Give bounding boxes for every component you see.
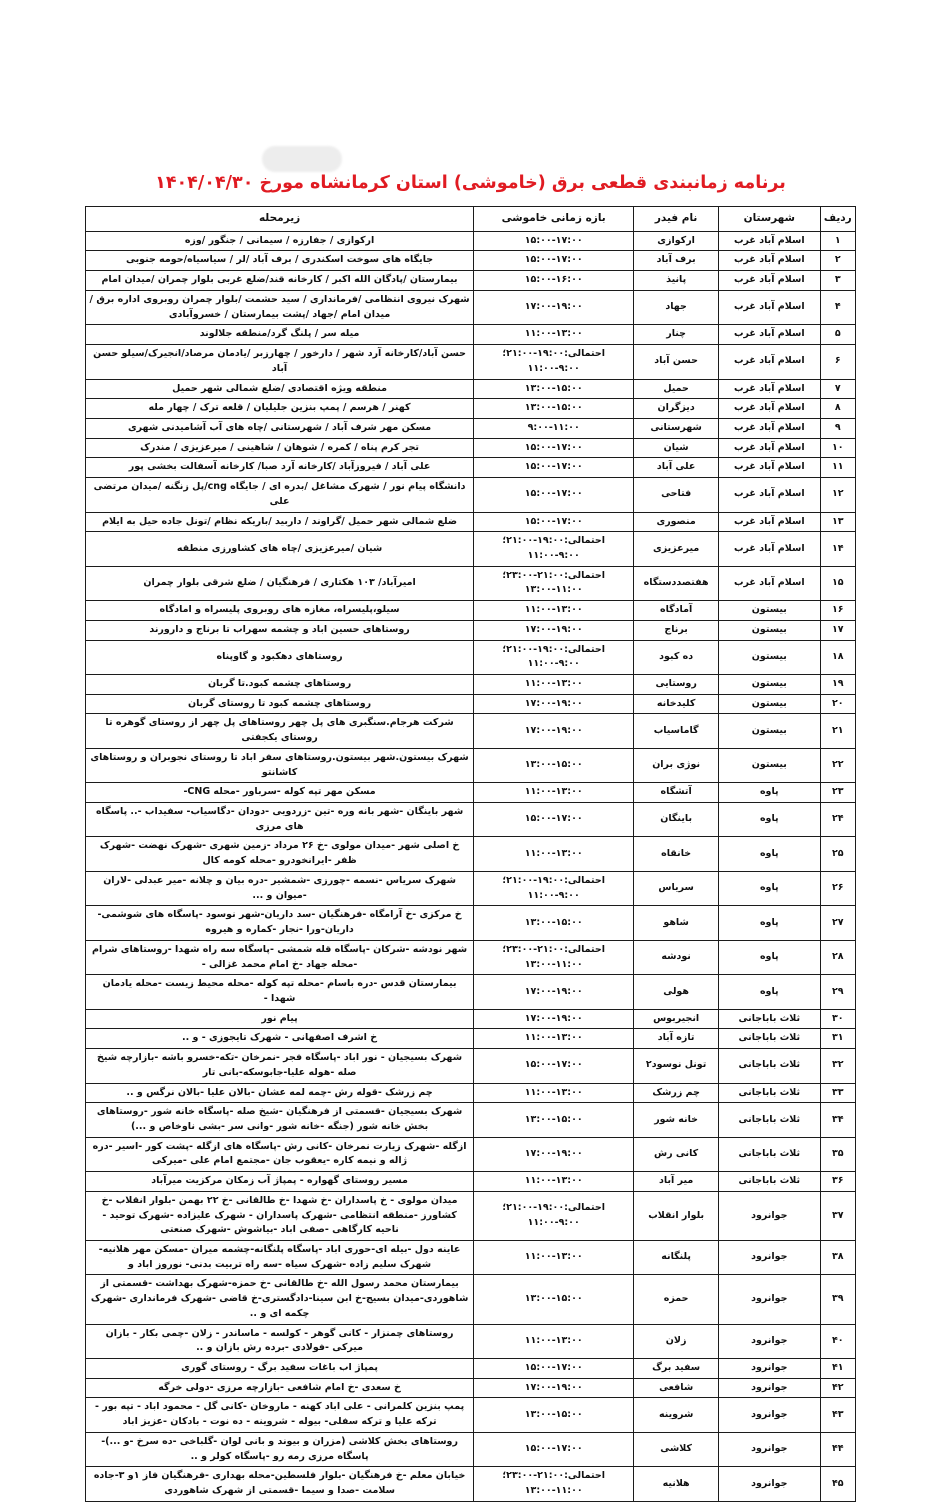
subarea-cell: خیابان معلم -خ فرهنگیان -بلوار فلسطین-محله بهداری -فرهنگیان فاز ۱و ۳-جاده سلامت -صدا و سیما -قسمتی از شهرک شاهوردی bbox=[86, 1467, 474, 1501]
time-range-cell: ۹:۰۰-۱۱:۰۰ bbox=[474, 418, 634, 438]
subarea-cell: شهر نودشه -شرکان -پاسگاه قله شمشی -پاسگاه سه راه شهدا -روستاهای شرام -محله جهاد -خ امام محمد غزالی - bbox=[86, 940, 474, 974]
subarea-cell: بیمارستان قدس -دره باسام -محله تپه کوله -محله محیط زیست -محله یادمان شهدا - bbox=[86, 975, 474, 1009]
schedule-table-wrapper bbox=[85, 206, 856, 1502]
row-number-cell: ۳۴ bbox=[820, 1103, 855, 1137]
feeder-cell: ارکوازی bbox=[634, 231, 719, 251]
county-cell: بیستون bbox=[718, 748, 820, 782]
table-row bbox=[86, 783, 856, 803]
table-row bbox=[86, 1137, 856, 1171]
feeder-cell: حسن آباد bbox=[634, 345, 719, 379]
time-range-cell: ۱۱:۰۰-۱۳:۰۰ bbox=[474, 1083, 634, 1103]
feeder-cell: آتشگاه bbox=[634, 783, 719, 803]
row-number-cell: ۸ bbox=[820, 399, 855, 419]
feeder-cell: کلاشی bbox=[634, 1432, 719, 1466]
row-number-cell: ۷ bbox=[820, 379, 855, 399]
page-title: برنامه زمانبندی قطعی برق (خاموشی) استان کرمانشاه مورخ ۱۴۰۴/۰۴/۳۰ bbox=[155, 173, 786, 193]
table-row bbox=[86, 512, 856, 532]
subarea-cell: روستاهای بخش کلاشی (مزران و بیوند و بانی لوان -گلباخی -ده سرخ -و ...)-پاسگاه مرزی رمه رو -پاسگاه کولر و .. bbox=[86, 1432, 474, 1466]
feeder-cell: انجیربوس bbox=[634, 1009, 719, 1029]
subarea-cell: شیان /میرعزیزی /چاه های کشاورزی منطقه bbox=[86, 532, 474, 566]
row-number-cell: ۴۳ bbox=[820, 1398, 855, 1432]
header-row-number: ردیف bbox=[820, 207, 855, 232]
table-row bbox=[86, 1398, 856, 1432]
county-cell: اسلام آباد غرب bbox=[718, 399, 820, 419]
county-cell: بیستون bbox=[718, 640, 820, 674]
row-number-cell: ۳۸ bbox=[820, 1241, 855, 1275]
row-number-cell: ۱۲ bbox=[820, 478, 855, 512]
subarea-cell: میله سر / پلنگ گرد/منطقه جلالوند bbox=[86, 325, 474, 345]
table-row bbox=[86, 1049, 856, 1083]
county-cell: پاوه bbox=[718, 906, 820, 940]
table-row bbox=[86, 271, 856, 291]
table-row bbox=[86, 231, 856, 251]
subarea-cell: کهنر / هرسم / پمپ بنزین جلیلیان / قلعه ترک / چهار مله bbox=[86, 399, 474, 419]
table-row bbox=[86, 532, 856, 566]
table-row bbox=[86, 379, 856, 399]
row-number-cell: ۳۷ bbox=[820, 1191, 855, 1240]
subarea-cell: ارکوازی / جفارزه / سیمانی / جنگور /وزه bbox=[86, 231, 474, 251]
subarea-cell: بیمارستان /پادگان الله اکبر / کارخانه قند/ضلع غربی بلوار چمران /میدان امام bbox=[86, 271, 474, 291]
header-time-range: بازه زمانی خاموشی bbox=[474, 207, 634, 232]
row-number-cell: ۱۶ bbox=[820, 601, 855, 621]
county-cell: جوانرود bbox=[718, 1398, 820, 1432]
table-row bbox=[86, 325, 856, 345]
row-number-cell: ۲۸ bbox=[820, 940, 855, 974]
feeder-cell: جهاد bbox=[634, 290, 719, 324]
feeder-cell: حمزه bbox=[634, 1275, 719, 1324]
subarea-cell: بیمارستان محمد رسول الله -خ طالقانی -خ حمزه-شهرک بهداشت -قسمتی از شاهوردی-میدان بسیج-خ ابن سینا-دادگستری-خ قاضی -شهرک فرمانداری -شهرک چکمه ای و .. bbox=[86, 1275, 474, 1324]
time-range-cell: ۱۱:۰۰-۱۳:۰۰ bbox=[474, 325, 634, 345]
row-number-cell: ۴۲ bbox=[820, 1378, 855, 1398]
time-range-cell: ۱۷:۰۰-۱۹:۰۰ bbox=[474, 694, 634, 714]
feeder-cell: گاماسیاب bbox=[634, 714, 719, 748]
table-row bbox=[86, 906, 856, 940]
time-range-cell: ۱۵:۰۰-۱۷:۰۰ bbox=[474, 512, 634, 532]
time-range-cell: احتمالی:۲۱:۰۰-۲۳:۰۰؛۱۱:۰۰-۱۳:۰۰ bbox=[474, 566, 634, 600]
feeder-cell: خانقاه bbox=[634, 837, 719, 871]
feeder-cell: میرعزیزی bbox=[634, 532, 719, 566]
county-cell: اسلام آباد غرب bbox=[718, 379, 820, 399]
subarea-cell: چم زرشک -قوله رش -چمه لمه عشان -بالان علیا -بالان نرگس و .. bbox=[86, 1083, 474, 1103]
table-header bbox=[86, 207, 856, 232]
row-number-cell: ۳۱ bbox=[820, 1029, 855, 1049]
time-range-cell: ۱۳:۰۰-۱۵:۰۰ bbox=[474, 1103, 634, 1137]
time-range-cell: احتمالی:۱۹:۰۰-۲۱:۰۰؛۹:۰۰-۱۱:۰۰ bbox=[474, 1191, 634, 1240]
county-cell: ثلاث باباجانی bbox=[718, 1029, 820, 1049]
table-row bbox=[86, 803, 856, 837]
header-subarea: زیرمحله bbox=[86, 207, 474, 232]
time-range-cell: ۱۱:۰۰-۱۳:۰۰ bbox=[474, 783, 634, 803]
feeder-cell: کلیدخانه bbox=[634, 694, 719, 714]
time-range-cell: ۱۳:۰۰-۱۵:۰۰ bbox=[474, 399, 634, 419]
row-number-cell: ۲۱ bbox=[820, 714, 855, 748]
time-range-cell: ۱۳:۰۰-۱۵:۰۰ bbox=[474, 748, 634, 782]
subarea-cell: روستاهای چشمه کبود.تا گربان bbox=[86, 675, 474, 695]
row-number-cell: ۳۳ bbox=[820, 1083, 855, 1103]
row-number-cell: ۱۱ bbox=[820, 458, 855, 478]
county-cell: پاوه bbox=[718, 803, 820, 837]
feeder-cell: تازه آباد bbox=[634, 1029, 719, 1049]
subarea-cell: سیلو،پلیسراه، مغازه های روبروی پلیسراه و امادگاه bbox=[86, 601, 474, 621]
subarea-cell: روستاهای حسین اباد و چشمه سهراب تا برناج و دارورند bbox=[86, 620, 474, 640]
subarea-cell: جایگاه های سوخت اسکندری / برف آباد /لر / سیاسیاه/حومه جنوبی bbox=[86, 251, 474, 271]
county-cell: پاوه bbox=[718, 871, 820, 905]
table-row bbox=[86, 1191, 856, 1240]
header-feeder: نام فیدر bbox=[634, 207, 719, 232]
feeder-cell: پلنگانه bbox=[634, 1241, 719, 1275]
table-row bbox=[86, 975, 856, 1009]
time-range-cell: ۱۵:۰۰-۱۷:۰۰ bbox=[474, 803, 634, 837]
row-number-cell: ۱۸ bbox=[820, 640, 855, 674]
feeder-cell: هفتصددستگاه bbox=[634, 566, 719, 600]
county-cell: پاوه bbox=[718, 837, 820, 871]
row-number-cell: ۱۴ bbox=[820, 532, 855, 566]
county-cell: اسلام آباد غرب bbox=[718, 458, 820, 478]
county-cell: پاوه bbox=[718, 940, 820, 974]
county-cell: اسلام آباد غرب bbox=[718, 478, 820, 512]
row-number-cell: ۴ bbox=[820, 290, 855, 324]
subarea-cell: مسکن مهر تپه کوله -سرباور -محله CNG- bbox=[86, 783, 474, 803]
county-cell: جوانرود bbox=[718, 1191, 820, 1240]
table-row bbox=[86, 1359, 856, 1379]
county-cell: جوانرود bbox=[718, 1359, 820, 1379]
row-number-cell: ۵ bbox=[820, 325, 855, 345]
county-cell: جوانرود bbox=[718, 1324, 820, 1358]
feeder-cell: برناج bbox=[634, 620, 719, 640]
county-cell: ثلاث باباجانی bbox=[718, 1009, 820, 1029]
time-range-cell: ۱۱:۰۰-۱۳:۰۰ bbox=[474, 1172, 634, 1192]
table-row bbox=[86, 837, 856, 871]
row-number-cell: ۲۷ bbox=[820, 906, 855, 940]
feeder-cell: پانیذ bbox=[634, 271, 719, 291]
subarea-cell: مسکن مهر شرف آباد / شهرستانی /چاه های آب آشامیدنی شهری bbox=[86, 418, 474, 438]
subarea-cell: پمپاژ اب باغات سفید برگ - روستای گوری bbox=[86, 1359, 474, 1379]
time-range-cell: ۱۱:۰۰-۱۳:۰۰ bbox=[474, 1324, 634, 1358]
subarea-cell: علی آباد / فیروزآباد /کارخانه آرد صبا/ کارخانه آسفالت بخشی پور bbox=[86, 458, 474, 478]
county-cell: جوانرود bbox=[718, 1378, 820, 1398]
subarea-cell: شهرک سریاس -نسمه -چورزی -شمشیر -دره بیان و چلانه -میر عبدلی -لاران -میوان و ... bbox=[86, 871, 474, 905]
time-range-cell: ۱۵:۰۰-۱۷:۰۰ bbox=[474, 1359, 634, 1379]
county-cell: ثلاث باباجانی bbox=[718, 1049, 820, 1083]
time-range-cell: ۱۵:۰۰-۱۷:۰۰ bbox=[474, 458, 634, 478]
subarea-cell: روستاهای چمنزار - کانی گوهر - کولسه - ماساندر - زلان -چمی بکار - بازان میرکی -فولادی -برده رش بازان و .. bbox=[86, 1324, 474, 1358]
table-body bbox=[86, 231, 856, 1501]
county-cell: اسلام آباد غرب bbox=[718, 566, 820, 600]
feeder-cell: هلانیه bbox=[634, 1467, 719, 1501]
feeder-cell: شروینه bbox=[634, 1398, 719, 1432]
time-range-cell: ۱۱:۰۰-۱۳:۰۰ bbox=[474, 675, 634, 695]
county-cell: اسلام آباد غرب bbox=[718, 345, 820, 379]
feeder-cell: ده کبود bbox=[634, 640, 719, 674]
subarea-cell: شهرک بسیجیان - نور اباد -پاسگاه فجر -نمرخان -تکه-خسرو باشه -بازارچه شیخ صله -هوله علیا-جابوسکه-بانی تار bbox=[86, 1049, 474, 1083]
time-range-cell: ۱۳:۰۰-۱۵:۰۰ bbox=[474, 1275, 634, 1324]
table-row bbox=[86, 640, 856, 674]
feeder-cell: هولی bbox=[634, 975, 719, 1009]
county-cell: جوانرود bbox=[718, 1275, 820, 1324]
county-cell: اسلام آباد غرب bbox=[718, 231, 820, 251]
county-cell: بیستون bbox=[718, 620, 820, 640]
row-number-cell: ۳۰ bbox=[820, 1009, 855, 1029]
time-range-cell: ۱۷:۰۰-۱۹:۰۰ bbox=[474, 620, 634, 640]
table-row bbox=[86, 714, 856, 748]
row-number-cell: ۱۵ bbox=[820, 566, 855, 600]
time-range-cell: ۱۳:۰۰-۱۵:۰۰ bbox=[474, 379, 634, 399]
row-number-cell: ۲۴ bbox=[820, 803, 855, 837]
table-row bbox=[86, 940, 856, 974]
feeder-cell: سریاس bbox=[634, 871, 719, 905]
feeder-cell: آمادگاه bbox=[634, 601, 719, 621]
time-range-cell: ۱۵:۰۰-۱۶:۰۰ bbox=[474, 271, 634, 291]
feeder-cell: حمیل bbox=[634, 379, 719, 399]
subarea-cell: ضلع شمالی شهر حمیل /گراوند / داربید /باریکه نظام /تونل جاده حیل به ایلام bbox=[86, 512, 474, 532]
row-number-cell: ۱۷ bbox=[820, 620, 855, 640]
subarea-cell: شهرک نیروی انتظامی /فرمانداری / سید حشمت /بلوار چمران روبروی اداره برق / میدان امام /جهاد /پشت بیمارستان / خسروآبادی bbox=[86, 290, 474, 324]
time-range-cell: احتمالی:۲۱:۰۰-۲۳:۰۰؛۱۱:۰۰-۱۳:۰۰ bbox=[474, 940, 634, 974]
county-cell: اسلام آباد غرب bbox=[718, 512, 820, 532]
subarea-cell: میدان مولوی - خ پاسداران -خ شهدا -خ طالقانی -خ ۲۲ بهمن -بلوار انقلاب -خ کشاورز -منطقه انتظامی -شهرک پاسداران - شهرک علیزاده -شهرک توحید - ناحیه کارگاهی -صفی اباد -بیاشوش -شهرک صنعتی bbox=[86, 1191, 474, 1240]
table-row bbox=[86, 1467, 856, 1501]
county-cell: بیستون bbox=[718, 675, 820, 695]
time-range-cell: ۱۷:۰۰-۱۹:۰۰ bbox=[474, 1378, 634, 1398]
time-range-cell: ۱۷:۰۰-۱۹:۰۰ bbox=[474, 290, 634, 324]
feeder-cell: منصوری bbox=[634, 512, 719, 532]
time-range-cell: ۱۳:۰۰-۱۵:۰۰ bbox=[474, 1398, 634, 1432]
time-range-cell: احتمالی:۲۱:۰۰-۲۳:۰۰؛۱۱:۰۰-۱۳:۰۰ bbox=[474, 1467, 634, 1501]
table-row bbox=[86, 290, 856, 324]
feeder-cell: برف آباد bbox=[634, 251, 719, 271]
feeder-cell: دیزگران bbox=[634, 399, 719, 419]
subarea-cell: خ اصلی شهر -میدان مولوی -خ ۲۶ مرداد -زمین شهری -شهرک نهضت -شهرک ظفر -ایرانخودرو -محله کومه کال bbox=[86, 837, 474, 871]
header-county: شهرستان bbox=[718, 207, 820, 232]
row-number-cell: ۱۳ bbox=[820, 512, 855, 532]
scan-smudge bbox=[262, 146, 342, 172]
row-number-cell: ۲۶ bbox=[820, 871, 855, 905]
row-number-cell: ۲ bbox=[820, 251, 855, 271]
row-number-cell: ۲۳ bbox=[820, 783, 855, 803]
table-row bbox=[86, 1172, 856, 1192]
row-number-cell: ۴۰ bbox=[820, 1324, 855, 1358]
time-range-cell: احتمالی:۱۹:۰۰-۲۱:۰۰؛۹:۰۰-۱۱:۰۰ bbox=[474, 345, 634, 379]
feeder-cell: خانه شور bbox=[634, 1103, 719, 1137]
table-row bbox=[86, 1324, 856, 1358]
time-range-cell: احتمالی:۱۹:۰۰-۲۱:۰۰؛۹:۰۰-۱۱:۰۰ bbox=[474, 640, 634, 674]
time-range-cell: احتمالی:۱۹:۰۰-۲۱:۰۰؛۹:۰۰-۱۱:۰۰ bbox=[474, 532, 634, 566]
time-range-cell: ۱۱:۰۰-۱۳:۰۰ bbox=[474, 1029, 634, 1049]
county-cell: ثلاث باباجانی bbox=[718, 1083, 820, 1103]
table-row bbox=[86, 1241, 856, 1275]
table-row bbox=[86, 399, 856, 419]
time-range-cell: ۱۳:۰۰-۱۵:۰۰ bbox=[474, 906, 634, 940]
time-range-cell: ۱۵:۰۰-۱۷:۰۰ bbox=[474, 1432, 634, 1466]
table-row bbox=[86, 1009, 856, 1029]
table-row bbox=[86, 478, 856, 512]
row-number-cell: ۶ bbox=[820, 345, 855, 379]
table-row bbox=[86, 1432, 856, 1466]
county-cell: پاوه bbox=[718, 975, 820, 1009]
subarea-cell: امیرآباد/ ۱۰۳ هکتاری / فرهنگیان / ضلع شرقی بلوار چمران bbox=[86, 566, 474, 600]
table-row bbox=[86, 1029, 856, 1049]
county-cell: ثلاث باباجانی bbox=[718, 1172, 820, 1192]
county-cell: اسلام آباد غرب bbox=[718, 325, 820, 345]
time-range-cell: ۱۷:۰۰-۱۹:۰۰ bbox=[474, 1009, 634, 1029]
subarea-cell: شرکت هرجام.سنگبری های پل چهر روستاهای پل چهر از روستای گوهره تا روستای یکجفتی bbox=[86, 714, 474, 748]
row-number-cell: ۳۶ bbox=[820, 1172, 855, 1192]
time-range-cell: ۱۵:۰۰-۱۷:۰۰ bbox=[474, 231, 634, 251]
table-row bbox=[86, 438, 856, 458]
feeder-cell: نودشه bbox=[634, 940, 719, 974]
row-number-cell: ۹ bbox=[820, 418, 855, 438]
feeder-cell: باینگان bbox=[634, 803, 719, 837]
time-range-cell: ۱۷:۰۰-۱۹:۰۰ bbox=[474, 975, 634, 1009]
county-cell: بیستون bbox=[718, 601, 820, 621]
feeder-cell: چنار bbox=[634, 325, 719, 345]
table-row bbox=[86, 1103, 856, 1137]
table-row bbox=[86, 251, 856, 271]
county-cell: جوانرود bbox=[718, 1241, 820, 1275]
county-cell: بیستون bbox=[718, 694, 820, 714]
table-row bbox=[86, 620, 856, 640]
subarea-cell: روستاهای چشمه کبود تا روستای گربان bbox=[86, 694, 474, 714]
time-range-cell: ۱۱:۰۰-۱۳:۰۰ bbox=[474, 837, 634, 871]
row-number-cell: ۴۵ bbox=[820, 1467, 855, 1501]
table-row bbox=[86, 345, 856, 379]
subarea-cell: شهرک بیستون.شهر بیستون.روستاهای سفر اباد تا روستای نجوبران و روستاهای کاشانتو bbox=[86, 748, 474, 782]
time-range-cell: ۱۱:۰۰-۱۳:۰۰ bbox=[474, 601, 634, 621]
subarea-cell: پمپ بنزین کلمرانی - علی اباد کهنه - ماروخان -کانی گل - محمود اباد - تپه بور - ترکه علیا و ترکه سفلی- بیوله - شروینه - ده نوت - بادکان -عزیز اباد bbox=[86, 1398, 474, 1432]
subarea-cell: پیام نور bbox=[86, 1009, 474, 1029]
row-number-cell: ۳۲ bbox=[820, 1049, 855, 1083]
subarea-cell: خ مرکزی -خ آرامگاه -فرهنگیان -سد داریان-شهر نوسود -پاسگاه های شوشمی-داریان-ورا -نجار -کماره و هیروه bbox=[86, 906, 474, 940]
time-range-cell: ۱۷:۰۰-۱۹:۰۰ bbox=[474, 714, 634, 748]
feeder-cell: میر آباد bbox=[634, 1172, 719, 1192]
table-row bbox=[86, 694, 856, 714]
county-cell: بیستون bbox=[718, 714, 820, 748]
table-row bbox=[86, 871, 856, 905]
time-range-cell: ۱۵:۰۰-۱۷:۰۰ bbox=[474, 1049, 634, 1083]
time-range-cell: ۱۵:۰۰-۱۷:۰۰ bbox=[474, 251, 634, 271]
table-row bbox=[86, 458, 856, 478]
subarea-cell: عاینه دول -بیله ای-حوری اباد -پاسگاه پلنگانه-چشمه میران -مسکن مهر هلانیه-شهرک سلیم زاده -شهرک سیاه -سه راه تربیت بدنی- نوروز اباد و bbox=[86, 1241, 474, 1275]
time-range-cell: ۱۷:۰۰-۱۹:۰۰ bbox=[474, 1137, 634, 1171]
row-number-cell: ۱۰ bbox=[820, 438, 855, 458]
feeder-cell: زلان bbox=[634, 1324, 719, 1358]
row-number-cell: ۳۵ bbox=[820, 1137, 855, 1171]
feeder-cell: علی آباد bbox=[634, 458, 719, 478]
subarea-cell: تجر کرم پناه / کمره / شوهان / شاهینی / میرعزیزی / مندرک bbox=[86, 438, 474, 458]
row-number-cell: ۱۹ bbox=[820, 675, 855, 695]
county-cell: اسلام آباد غرب bbox=[718, 418, 820, 438]
subarea-cell: مسیر روستای گهواره - پمپاژ آب زمکان مرکزیت میرآباد bbox=[86, 1172, 474, 1192]
row-number-cell: ۲۲ bbox=[820, 748, 855, 782]
table-row bbox=[86, 566, 856, 600]
row-number-cell: ۴۱ bbox=[820, 1359, 855, 1379]
feeder-cell: شافعی bbox=[634, 1378, 719, 1398]
county-cell: جوانرود bbox=[718, 1467, 820, 1501]
row-number-cell: ۱ bbox=[820, 231, 855, 251]
subarea-cell: شهر باینگان -شهر بانه وره -تین -زردویی -دودان -دگاسیاب- سفیداب -.. پاسگاه های مرزی bbox=[86, 803, 474, 837]
row-number-cell: ۲۵ bbox=[820, 837, 855, 871]
subarea-cell: دانشگاه پیام نور / شهرک مشاغل /بدره ای / جایگاه cng/پل زنگنه /میدان مرتضی علی bbox=[86, 478, 474, 512]
row-number-cell: ۲۹ bbox=[820, 975, 855, 1009]
county-cell: اسلام آباد غرب bbox=[718, 290, 820, 324]
table-row bbox=[86, 675, 856, 695]
table-row bbox=[86, 748, 856, 782]
time-range-cell: ۱۵:۰۰-۱۷:۰۰ bbox=[474, 478, 634, 512]
row-number-cell: ۳ bbox=[820, 271, 855, 291]
table-row bbox=[86, 1275, 856, 1324]
time-range-cell: ۱۵:۰۰-۱۷:۰۰ bbox=[474, 438, 634, 458]
feeder-cell: کانی رش bbox=[634, 1137, 719, 1171]
time-range-cell: احتمالی:۱۹:۰۰-۲۱:۰۰؛۹:۰۰-۱۱:۰۰ bbox=[474, 871, 634, 905]
subarea-cell: شهرک بسیجیان -قسمتی از فرهنگیان -شیخ صله -پاسگاه خانه شور -روستاهای بخش خانه شور (جنگه -خانه شور -وانی سر -بشی ناوخاص و ...) bbox=[86, 1103, 474, 1137]
county-cell: ثلاث باباجانی bbox=[718, 1103, 820, 1137]
county-cell: اسلام آباد غرب bbox=[718, 251, 820, 271]
feeder-cell: شاهو bbox=[634, 906, 719, 940]
subarea-cell: خ سعدی -خ امام شافعی -بازارچه مرزی -دولی خرگه bbox=[86, 1378, 474, 1398]
county-cell: اسلام آباد غرب bbox=[718, 438, 820, 458]
feeder-cell: تونل نوسود۲ bbox=[634, 1049, 719, 1083]
row-number-cell: ۳۹ bbox=[820, 1275, 855, 1324]
table-row bbox=[86, 1083, 856, 1103]
county-cell: اسلام آباد غرب bbox=[718, 532, 820, 566]
feeder-cell: فتاحی bbox=[634, 478, 719, 512]
county-cell: پاوه bbox=[718, 783, 820, 803]
feeder-cell: روستایی bbox=[634, 675, 719, 695]
table-row bbox=[86, 418, 856, 438]
feeder-cell: سفید برگ bbox=[634, 1359, 719, 1379]
subarea-cell: روستاهای دهکبود و گاوپناه bbox=[86, 640, 474, 674]
header-row bbox=[86, 207, 856, 232]
subarea-cell: ازگله -شهرک زیارت نمرخان -کانی رش -پاسگاه های ازگله -پشت کور -اسیر -دره ژاله و نیمه کاره -یعقوب جان -مجتمع امام علی -میرکی bbox=[86, 1137, 474, 1171]
feeder-cell: بلوار انقلاب bbox=[634, 1191, 719, 1240]
feeder-cell: شهرستانی bbox=[634, 418, 719, 438]
row-number-cell: ۲۰ bbox=[820, 694, 855, 714]
subarea-cell: خ اشرف اصفهانی - شهرک تایجوزی - و .. bbox=[86, 1029, 474, 1049]
feeder-cell: نوژی بران bbox=[634, 748, 719, 782]
table-row bbox=[86, 1378, 856, 1398]
outage-schedule-table bbox=[85, 206, 856, 1502]
subarea-cell: حسن آباد/کارخانه آرد شهر / دارخور / چهارزبر /یادمان مرصاد/انجیرک/سیلو حسن آباد bbox=[86, 345, 474, 379]
county-cell: جوانرود bbox=[718, 1432, 820, 1466]
row-number-cell: ۴۴ bbox=[820, 1432, 855, 1466]
feeder-cell: چم زرشک bbox=[634, 1083, 719, 1103]
table-row bbox=[86, 601, 856, 621]
time-range-cell: ۱۱:۰۰-۱۳:۰۰ bbox=[474, 1241, 634, 1275]
county-cell: اسلام آباد غرب bbox=[718, 271, 820, 291]
subarea-cell: منطقه ویژه اقتصادی /ضلع شمالی شهر حمیل bbox=[86, 379, 474, 399]
feeder-cell: شیان bbox=[634, 438, 719, 458]
county-cell: ثلاث باباجانی bbox=[718, 1137, 820, 1171]
